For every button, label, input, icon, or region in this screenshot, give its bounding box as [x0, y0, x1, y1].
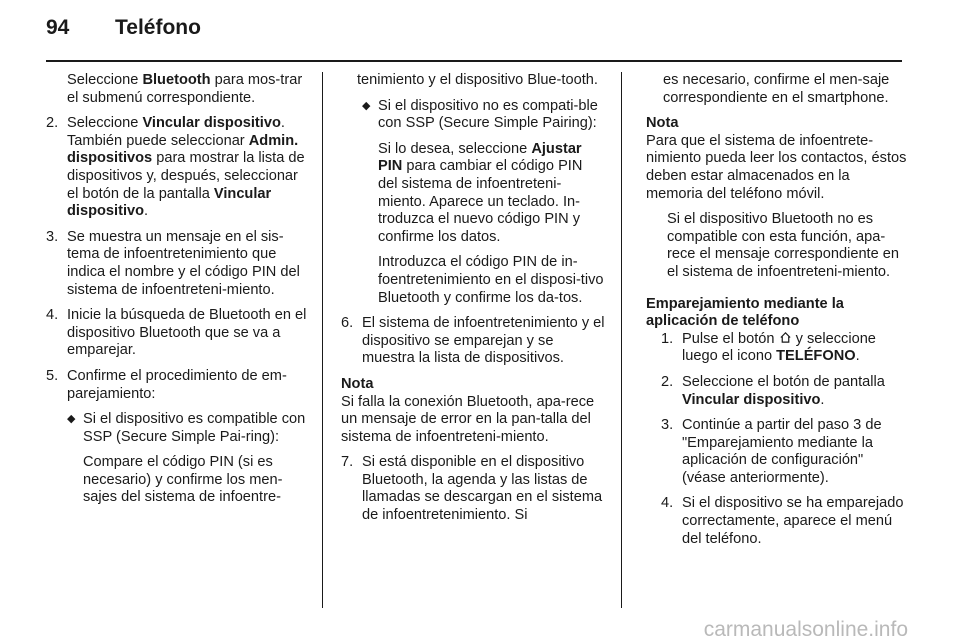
page-title: Teléfono — [115, 16, 201, 39]
list-item: 2. Seleccione el botón de pantalla Vincular dispositivo. — [661, 373, 885, 408]
list-item: 3. Se muestra un mensaje en el sis-tema de infoentretenimiento que indica el nombre y el código PIN del sistema de infoentreteni-miento. — [46, 228, 300, 298]
continuation-paragraph: es necesario, confirme el men-saje correspondiente en el smartphone. — [663, 72, 890, 106]
watermark: carmanualsonline.info — [703, 618, 908, 641]
page-number: 94 — [46, 16, 70, 39]
column-2 — [341, 72, 605, 533]
bullet-continuation: tenimiento y el dispositivo Blue-tooth. — [357, 72, 598, 88]
list-item: 1. Pulse el botón y seleccione luego el icono TELÉFONO. — [661, 330, 876, 365]
diamond-bullet-icon: ◆ — [67, 413, 76, 426]
bullet-continuation: Si lo desea, seleccione Ajustar PIN para cambiar el código PIN del sistema de infoentreteni-miento. Aparece un teclado. In-troduzca el nuevo código PIN y confirme los datos. — [378, 140, 583, 245]
section-heading: Emparejamiento mediante la aplicación de teléfono — [646, 295, 844, 330]
bullet-continuation: Compare el código PIN (si es necesario) y confirme los men-sajes del sistema de infoentre- — [83, 454, 283, 506]
list-item: 2. Seleccione Vincular dispositivo. También puede seleccionar Admin. dispositivos para mostrar la lista de dispositivos y, después, seleccionar el botón de la pantalla Vincular dispositivo. — [46, 115, 305, 220]
list-item: 3. Continúe a partir del paso 3 de "Emparejamiento mediante la aplicación de configuración" (véase anteriormente). — [661, 417, 882, 486]
list-item: 4. Si el dispositivo se ha emparejado correctamente, aparece el menú del teléfono. — [661, 495, 904, 547]
bullet-item: ◆ Si el dispositivo es compatible con SSP (Secure Simple Pai-ring): — [67, 411, 306, 445]
intro-paragraph: Seleccione Bluetooth para mos-trar el submenú correspondiente. — [67, 72, 303, 106]
diamond-bullet-icon: ◆ — [362, 99, 371, 112]
note-continuation: Si el dispositivo Bluetooth no es compatible con esta función, apa-rece el mensaje correspondiente en el sistema de infoentreteni-miento. — [667, 211, 900, 280]
list-item: 4. Inicie la búsqueda de Bluetooth en el dispositivo Bluetooth que se va a emparejar. — [46, 307, 307, 359]
column-3 — [646, 72, 908, 556]
list-item: 6. El sistema de infoentretenimiento y el dispositivo se emparejan y se muestra la lista de dispositivos. — [341, 315, 605, 367]
home-icon — [779, 331, 792, 344]
bullet-continuation: Introduzca el código PIN de in-foentretenimiento en el disposi-tivo Bluetooth y confirme los da-tos. — [378, 254, 604, 306]
list-item: 7. Si está disponible en el dispositivo Bluetooth, la agenda y las listas de llamadas se descargan en el sistema de infoentretenimiento. Si — [341, 454, 603, 524]
column-divider — [621, 72, 622, 608]
note: Nota Si falla la conexión Bluetooth, apa-rece un mensaje de error en la pan-talla del sistema de infoentreteni-miento. — [341, 375, 595, 445]
bullet-item: ◆ Si el dispositivo no es compati-ble con SSP (Secure Simple Pairing): — [362, 97, 598, 132]
column-1 — [46, 72, 310, 515]
note: Nota Para que el sistema de infoentrete-nimiento pueda leer los contactos, éstos deben estar almacenados en la memoria del teléfono móvil. — [646, 115, 907, 202]
header-rule — [46, 60, 902, 62]
list-item: 5. Confirme el procedimiento de em-parejamiento: — [46, 367, 287, 402]
steps-list — [646, 331, 908, 549]
column-divider — [322, 72, 323, 608]
